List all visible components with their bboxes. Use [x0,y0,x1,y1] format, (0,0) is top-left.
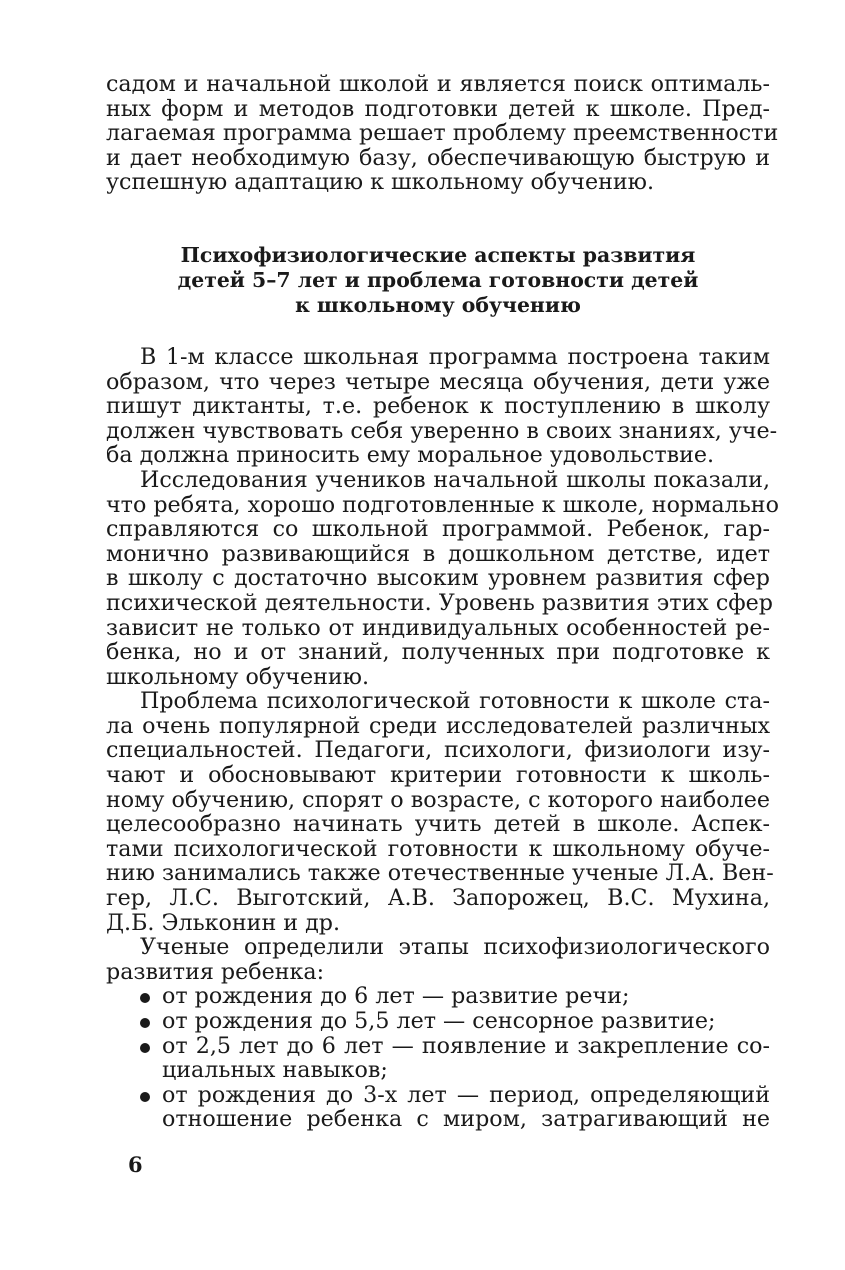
text-line: гер, Л.С. Выготский, А.В. Запорожец, В.С. Мухина, [106,885,770,912]
list-item [106,984,770,1009]
text-line: психической деятельности. Уровень развития этих сфер [106,589,773,616]
heading-line: Психофизиологические аспекты развития [180,242,696,267]
paragraph-3 [106,688,774,936]
text-line: Проблема психологической готовности к школе ста- [140,688,770,715]
text-line: ла очень популярной среди исследователей различных [106,712,770,739]
text-line: целесообразно начинать учить детей в школе. Аспек- [106,811,770,838]
text-line: ному обучению, спорят о возрасте, с которого наиболее [106,786,770,813]
text-line: образом, что через четыре месяца обучения, дети уже [106,368,770,395]
stages-list [106,984,770,1132]
text-line: нию занимались также отечественные ученые Л.А. Вен- [106,860,774,887]
text-line: лагаемая программа решает проблему преемственности [106,120,779,147]
text-line: Д.Б. Эльконин и др. [106,909,341,936]
text-line: Исследования учеников начальной школы показали, [140,466,770,493]
intro-paragraph [106,71,779,196]
text-line: чают и обосновывают критерии готовности к школь- [106,762,770,789]
text-line: и дает необходимую базу, обеспечивающую быструю и [106,144,770,171]
text-line: от 2,5 лет до 6 лет — появление и закрепление со- [162,1032,770,1059]
bullet-icon [140,993,150,1003]
text-line: Ученые определили этапы психофизиологического [140,934,770,961]
text-line: зависит не только от индивидуальных особенностей ре- [106,614,770,641]
text-line: циальных навыков; [162,1057,388,1084]
paragraph-4 [106,935,770,984]
text-line: справляются со школьной программой. Ребенок, гар- [106,516,770,543]
heading-line: детей 5–7 лет и проблема готовности детей [177,267,699,292]
section-heading [106,243,770,318]
text-line: бенка, но и от знаний, полученных при подготовке к [106,639,770,666]
text-line: должен чувствовать себя уверенно в своих знаниях, уче- [106,417,778,444]
text-line: развития ребенка: [106,958,325,985]
bullet-icon [140,1043,150,1053]
text-line: что ребята, хорошо подготовленные к школе, нормально [106,491,779,518]
list-item [106,1083,770,1132]
bullet-icon [140,1018,150,1028]
text-line: садом и начальной школой и является поиск оптималь- [106,71,770,97]
bullet-icon [140,1092,150,1102]
text-line: успешную адаптацию к школьному обучению. [106,169,655,196]
list-item [106,1034,770,1083]
list-item [106,1009,770,1034]
heading-line: к школьному обучению [295,292,581,317]
text-line: от рождения до 6 лет — развитие речи; [162,983,630,1010]
text-line: тами психологической готовности к школьному обуче- [106,835,770,862]
text-line: отношение ребенка с миром, затрагивающий не [162,1106,770,1133]
text-line: ба должна приносить ему моральное удовольствие. [106,442,715,469]
paragraph-2 [106,466,779,690]
text-line: пишут диктанты, т.е. ребенок к поступлению в школу [106,393,770,420]
text-line: ных форм и методов подготовки детей к школе. Пред- [106,95,770,122]
page-number: 6 [128,1152,143,1177]
text-line: от рождения до 3-х лет — период, определяющий [162,1081,770,1108]
text-line: специальностей. Педагоги, психологи, физиологи изу- [106,737,770,764]
text-line: школьному обучению. [106,663,370,690]
paragraph-1 [106,343,778,469]
text-line: в школу с достаточно высоким уровнем развития сфер [106,565,770,592]
text-line: В 1-м классе школьная программа построена таким [140,343,770,370]
page-body [106,71,779,1133]
text-line: монично развивающийся в дошкольном детстве, идет [106,540,770,567]
text-line: от рождения до 5,5 лет — сенсорное развитие; [162,1008,716,1034]
